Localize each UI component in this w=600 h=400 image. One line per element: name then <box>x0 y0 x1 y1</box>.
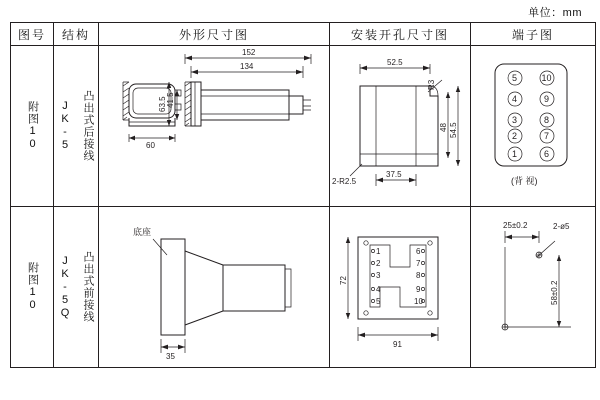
svg-text:91: 91 <box>393 340 402 349</box>
header-structure: 结构 <box>54 23 99 46</box>
svg-text:10: 10 <box>414 297 423 306</box>
row2-terminal-cell <box>471 207 596 368</box>
row2-structure-model: JK-5Q <box>59 254 71 320</box>
svg-text:2: 2 <box>376 259 381 268</box>
row1-structure-model: JK-5 <box>59 100 71 152</box>
svg-text:63.5: 63.5 <box>158 96 167 112</box>
svg-text:35: 35 <box>166 352 175 361</box>
svg-text:7: 7 <box>544 131 550 141</box>
svg-text:2-R2.5: 2-R2.5 <box>332 177 357 186</box>
row2-panel-cell <box>330 207 471 368</box>
row2-structure-cell <box>54 207 99 368</box>
svg-text:5: 5 <box>376 297 381 306</box>
svg-text:58±0.2: 58±0.2 <box>550 280 559 305</box>
row2-outline-cell <box>99 207 330 368</box>
row1-panel-cell <box>330 46 471 207</box>
svg-text:9: 9 <box>544 94 550 104</box>
svg-text:3: 3 <box>376 271 381 280</box>
svg-text:3: 3 <box>512 115 518 125</box>
spec-table <box>10 22 596 368</box>
row1-panel-drawing <box>330 46 468 204</box>
row1-structure-desc: 凸出式后接线 <box>82 90 94 162</box>
svg-text:5: 5 <box>512 73 518 83</box>
row1-terminal-cell <box>471 46 596 207</box>
svg-text:54.5: 54.5 <box>449 122 458 138</box>
svg-text:1: 1 <box>512 149 518 159</box>
table-header <box>11 23 596 46</box>
svg-text:8: 8 <box>544 115 550 125</box>
unit-note: 单位：mm <box>528 7 582 19</box>
table-body <box>11 46 596 368</box>
svg-text:8: 8 <box>416 271 421 280</box>
header-panel: 安装开孔尺寸图 <box>330 23 471 46</box>
svg-text:41.5: 41.5 <box>166 92 175 108</box>
row1-outline-drawing <box>99 46 327 204</box>
svg-text:2: 2 <box>512 131 518 141</box>
table-row <box>11 207 596 368</box>
row1-terminal-drawing <box>471 46 593 204</box>
table-row <box>11 46 596 207</box>
header-fig-no: 图号 <box>11 23 54 46</box>
svg-text:52.5: 52.5 <box>387 58 403 67</box>
row2-fig-no: 附图10 <box>26 262 39 312</box>
row2-terminal-drawing <box>471 207 593 365</box>
row1-structure-cell <box>54 46 99 207</box>
svg-text:6: 6 <box>416 247 421 256</box>
svg-text:72: 72 <box>339 276 348 285</box>
svg-text:60: 60 <box>146 141 155 150</box>
svg-text:6: 6 <box>544 149 550 159</box>
svg-text:48: 48 <box>439 123 448 132</box>
svg-text:37.5: 37.5 <box>386 170 402 179</box>
header-outline: 外形尺寸图 <box>99 23 330 46</box>
svg-text:134: 134 <box>240 62 254 71</box>
row1-terminal-note: (背 视) <box>511 176 538 186</box>
row2-outline-drawing <box>99 207 327 365</box>
svg-text:4: 4 <box>512 94 518 104</box>
row2-panel-drawing <box>330 207 468 365</box>
svg-text:152: 152 <box>242 48 256 57</box>
row2-outline-label: 底座 <box>133 227 152 237</box>
row2-fig-no-cell <box>11 207 54 368</box>
svg-text:R3: R3 <box>427 79 436 90</box>
svg-text:9: 9 <box>416 285 421 294</box>
svg-text:4: 4 <box>376 285 381 294</box>
header-terminal: 端子图 <box>471 23 596 46</box>
row1-fig-no: 附图10 <box>26 101 39 151</box>
table-header-row <box>11 23 596 46</box>
svg-text:7: 7 <box>416 259 421 268</box>
svg-text:1: 1 <box>376 247 381 256</box>
svg-text:10: 10 <box>541 73 552 83</box>
row2-structure-desc: 凸出式前接线 <box>82 251 94 323</box>
row1-outline-cell <box>99 46 330 207</box>
svg-text:2-ø5: 2-ø5 <box>553 222 570 231</box>
row1-fig-no-cell <box>11 46 54 207</box>
svg-text:25±0.2: 25±0.2 <box>503 221 528 230</box>
